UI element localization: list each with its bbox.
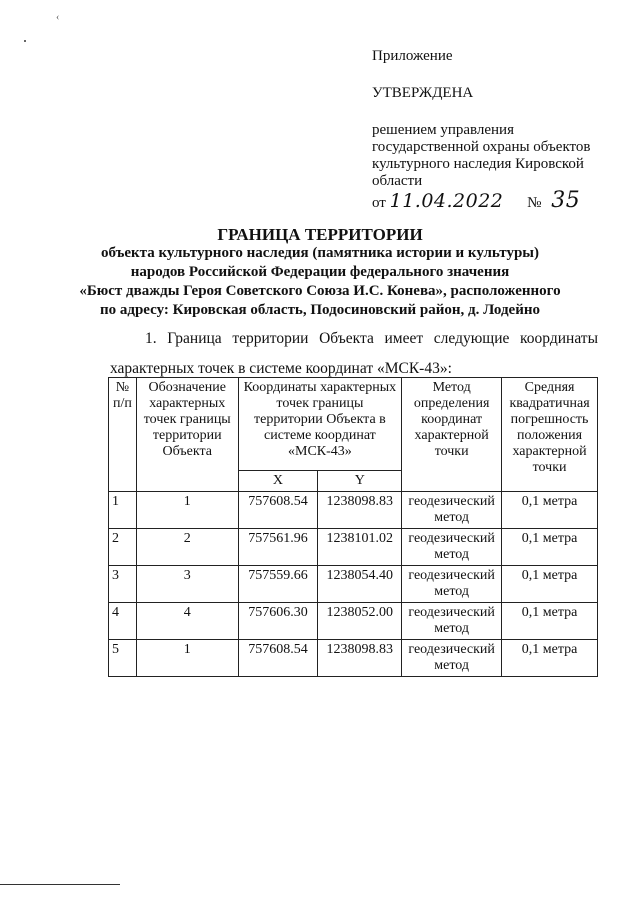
decision-line: культурного наследия Кировской xyxy=(372,156,584,172)
cell-x: 757561.96 xyxy=(238,529,318,566)
cell-num: 5 xyxy=(109,640,137,677)
decision-text xyxy=(372,122,622,190)
scan-dot xyxy=(24,40,26,42)
handwritten-date: 11.04.2022 xyxy=(389,190,504,212)
decision-line: решением управления xyxy=(372,122,514,138)
cell-method: геодезический метод xyxy=(402,529,502,566)
cell-x: 757559.66 xyxy=(238,566,318,603)
cell-method: геодезический метод xyxy=(402,566,502,603)
table-row xyxy=(109,566,598,603)
cell-x: 757606.30 xyxy=(238,603,318,640)
footer-rule xyxy=(0,884,120,885)
title-line: «Бюст дважды Героя Советского Союза И.С. Конева», расположенного xyxy=(79,283,561,299)
from-label: от xyxy=(372,195,386,211)
header-method: Метод определения координат характерной точки xyxy=(402,378,502,492)
date-number-line xyxy=(372,188,622,213)
table-row xyxy=(109,603,598,640)
cell-y: 1238098.83 xyxy=(318,640,402,677)
cell-y: 1238052.00 xyxy=(318,603,402,640)
cell-method: геодезический метод xyxy=(402,603,502,640)
document-title: ГРАНИЦА ТЕРРИТОРИИ xyxy=(217,225,423,244)
decision-line: государственной охраны объектов xyxy=(372,139,591,155)
header-x: X xyxy=(238,471,318,492)
title-line: объекта культурного наследия (памятника истории и культуры) xyxy=(100,245,539,261)
cell-point: 3 xyxy=(136,566,238,603)
number-label: № xyxy=(527,195,542,211)
cell-point: 4 xyxy=(136,603,238,640)
table-row xyxy=(109,492,598,529)
cell-y: 1238054.40 xyxy=(318,566,402,603)
table-row xyxy=(109,640,598,677)
cell-method: геодезический метод xyxy=(402,492,502,529)
cell-point: 1 xyxy=(136,492,238,529)
header-y: Y xyxy=(318,471,402,492)
cell-num: 2 xyxy=(109,529,137,566)
coordinates-table xyxy=(108,377,598,677)
cell-x: 757608.54 xyxy=(238,492,318,529)
cell-error: 0,1 метра xyxy=(502,492,598,529)
handwritten-number: 35 xyxy=(551,188,581,213)
cell-error: 0,1 метра xyxy=(502,640,598,677)
cell-x: 757608.54 xyxy=(238,640,318,677)
cell-num: 4 xyxy=(109,603,137,640)
cell-error: 0,1 метра xyxy=(502,566,598,603)
cell-point: 2 xyxy=(136,529,238,566)
cell-error: 0,1 метра xyxy=(502,529,598,566)
header-error: Средняя квадратичная погрешность положения характерной точки xyxy=(502,378,598,492)
table-row xyxy=(109,529,598,566)
cell-point: 1 xyxy=(136,640,238,677)
paragraph-text: 1. Граница территории Объекта имеет следующие координаты характерных точек в системе координат «МСК-43»: xyxy=(110,330,598,377)
approved-label: УТВЕРЖДЕНА xyxy=(372,85,474,101)
header-designation: Обозначение характерных точек границы территории Объекта xyxy=(136,378,238,492)
cell-error: 0,1 метра xyxy=(502,603,598,640)
header-coordinates: Координаты характерных точек границы территории Объекта в системе координат «МСК-43» xyxy=(238,378,402,471)
scan-mark: ‹ xyxy=(56,12,60,23)
title-line: по адресу: Кировская область, Подосиновский район, д. Лодейно xyxy=(99,302,540,318)
cell-num: 3 xyxy=(109,566,137,603)
title-line: народов Российской Федерации федерального значения xyxy=(130,264,510,280)
cell-y: 1238098.83 xyxy=(318,492,402,529)
cell-num: 1 xyxy=(109,492,137,529)
header-num: № п/п xyxy=(109,378,137,492)
decision-line: области xyxy=(372,173,423,189)
cell-method: геодезический метод xyxy=(402,640,502,677)
cell-y: 1238101.02 xyxy=(318,529,402,566)
approval-block xyxy=(372,48,622,212)
appendix-label: Приложение xyxy=(372,48,453,64)
